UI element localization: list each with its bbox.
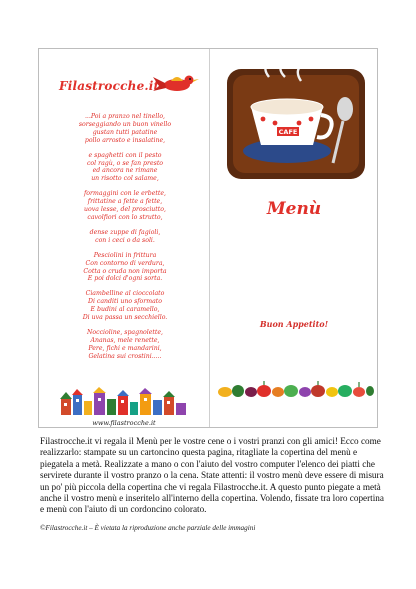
menu-card (38, 48, 378, 428)
poem-line: dense zuppe di fagioli, (89, 228, 161, 236)
poem-stanza (45, 229, 205, 245)
copyright-footer: ©Filastrocche.it – È vietata la riproduzione anche parziale delle immagini (40, 524, 256, 532)
houses-icon (59, 387, 189, 415)
poem-line: Di canditi uno sformato (88, 298, 162, 306)
poem-line: Di uva passa un secchiello. (82, 314, 168, 322)
poem-line: ...Poi a pranzo nel tinello, (84, 113, 166, 120)
poem-line: con i ceci o da soli. (95, 236, 155, 244)
logo-text: Filastrocche.it (59, 79, 160, 93)
instructions-text: Filastrocche.it vi regala il Menù per le vostre cene o i vostri pranzi con gli amici! Ecco come realizzarlo: stampate su un cartoncino questa pagina, ritagliate la copertina del menù e piegatela a metà. Realizzate a mano o con l'aiuto del vostro computer l'elenco dei piatti che servirete durante il vostro pranzo o la cena. State attenti: il vostro menù deve essere di misura un po' più piccola della copertina che vi regala Filastrocche.it. A questo punto piegate a metà anche il vostro menù e inseritelo all'interno della copertina. Volendo, fissate tra loro copertina e menù con l'aiuto di un cordoncino colorato. (40, 436, 384, 515)
poem-line: Pesciolini in frittura (93, 251, 157, 259)
poem-line: pollo arrosto e insalatine, (84, 136, 166, 144)
poem-line: ed ancora ne rimane (92, 167, 158, 175)
poem-line: uova lesse, del prosciutto, (84, 206, 166, 214)
poem-stanza (45, 152, 205, 184)
poem-line: frittatine a fette a fette, (87, 198, 163, 206)
poem-line: col ragù, o se fan presto (86, 159, 164, 167)
poem-line: E budini al caramello, (90, 306, 160, 314)
menu-title: Menù (266, 199, 322, 219)
poem-line: Gelatina sui crostini..... (88, 352, 162, 360)
poem-stanza (45, 290, 205, 322)
poem-stanza (45, 113, 205, 145)
poem-line: sorseggiando un buon vinello (78, 120, 172, 128)
cup-label: CAFE (278, 128, 298, 136)
logo (59, 71, 209, 101)
poem-line: Ciambelline al cioccolato (85, 290, 165, 298)
red-bird-icon (151, 71, 201, 97)
poem-line: Noccioline, spagnolette, (86, 328, 164, 336)
poem-line: cavolfiori con lo strutto, (87, 213, 163, 221)
greeting: Buon Appetito! (259, 319, 329, 329)
poem-line: e spaghetti con il pesto (88, 151, 162, 159)
poem-line: Pere, fichi e mandarini, (88, 344, 162, 352)
poem-line: un risotto col salame, (91, 175, 159, 183)
poem-line: E poi dolci d'ogni sorta. (87, 275, 163, 283)
fold-line (209, 49, 210, 427)
poem-stanza (45, 329, 205, 361)
poem-line: Con contorno di verdura, (85, 259, 165, 267)
poem-line: gustan tutti patatine (92, 128, 158, 136)
poem-line: Cotta o cruda non importa (83, 267, 167, 275)
coffee-cup-illustration (227, 69, 365, 179)
poem-stanza (45, 190, 205, 222)
vegetables-border-icon (217, 379, 375, 401)
website-url: www.filastrocche.it (92, 419, 156, 427)
poem-line: Ananas, mele renette, (90, 336, 160, 344)
poem-stanza (45, 252, 205, 284)
poem (45, 113, 205, 368)
poem-line: formaggini con le erbette, (84, 190, 166, 198)
